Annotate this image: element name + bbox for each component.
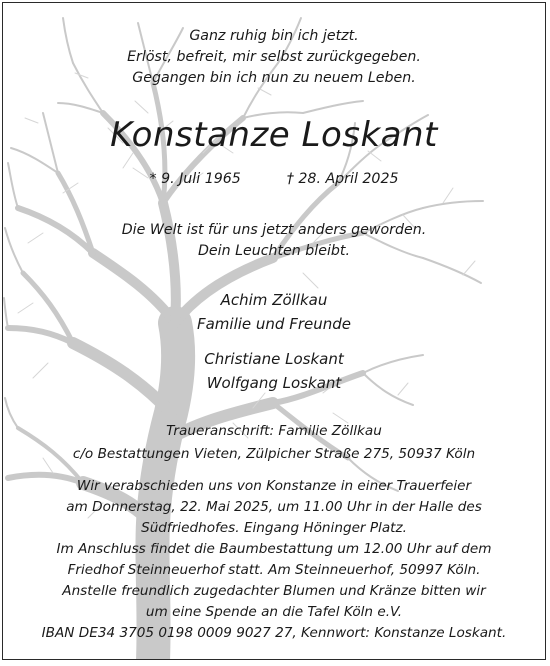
notice-line: Anstelle freundlich zugedachter Blumen und Kränze bitten wir — [62, 583, 486, 599]
notice-line: Friedhof Steinneuerhof statt. Am Steinneuerhof, 50997 Köln. — [67, 562, 481, 578]
quote-line-1: Die Welt ist für uns jetzt anders geworden. — [121, 222, 427, 238]
mourner-name: Christiane Loskant — [204, 350, 344, 368]
birth-date: * 9. Juli 1965 — [149, 171, 241, 187]
notice-line: Südfriedhofes. Eingang Höninger Platz. — [141, 520, 407, 536]
mourner-name: Familie und Freunde — [196, 315, 352, 333]
life-dates — [3, 171, 545, 187]
notice-line: Wir verabschieden uns von Konstanze in einer Trauerfeier — [76, 478, 472, 494]
notice-line: um eine Spende an die Tafel Köln e.V. — [145, 604, 403, 620]
address-line-2: c/o Bestattungen Vieten, Zülpicher Straße 275, 50937 Köln — [72, 446, 476, 462]
obituary-card — [2, 2, 546, 660]
address-line-1: Traueranschrift: Familie Zöllkau — [166, 423, 382, 439]
poem-line-3: Gegangen bin ich nun zu neuem Leben. — [132, 70, 416, 86]
death-date: † 28. April 2025 — [286, 171, 399, 187]
obituary-content — [3, 3, 545, 659]
notice-line: am Donnerstag, 22. Mai 2025, um 11.00 Uhr in der Halle des — [66, 499, 482, 515]
poem-line-1: Ganz ruhig bin ich jetzt. — [189, 28, 359, 44]
mourner-name: Wolfgang Loskant — [206, 374, 342, 392]
notice-line: IBAN DE34 3705 0198 0009 9027 27, Kennwort: Konstanze Loskant. — [41, 625, 507, 641]
poem-line-2: Erlöst, befreit, mir selbst zurückgegeben. — [127, 49, 421, 65]
deceased-name: Konstanze Loskant — [110, 115, 438, 155]
mourner-name: Achim Zöllkau — [220, 291, 328, 309]
notice-line: Im Anschluss findet die Baumbestattung um 12.00 Uhr auf dem — [56, 541, 492, 557]
quote-line-2: Dein Leuchten bleibt. — [197, 243, 350, 259]
